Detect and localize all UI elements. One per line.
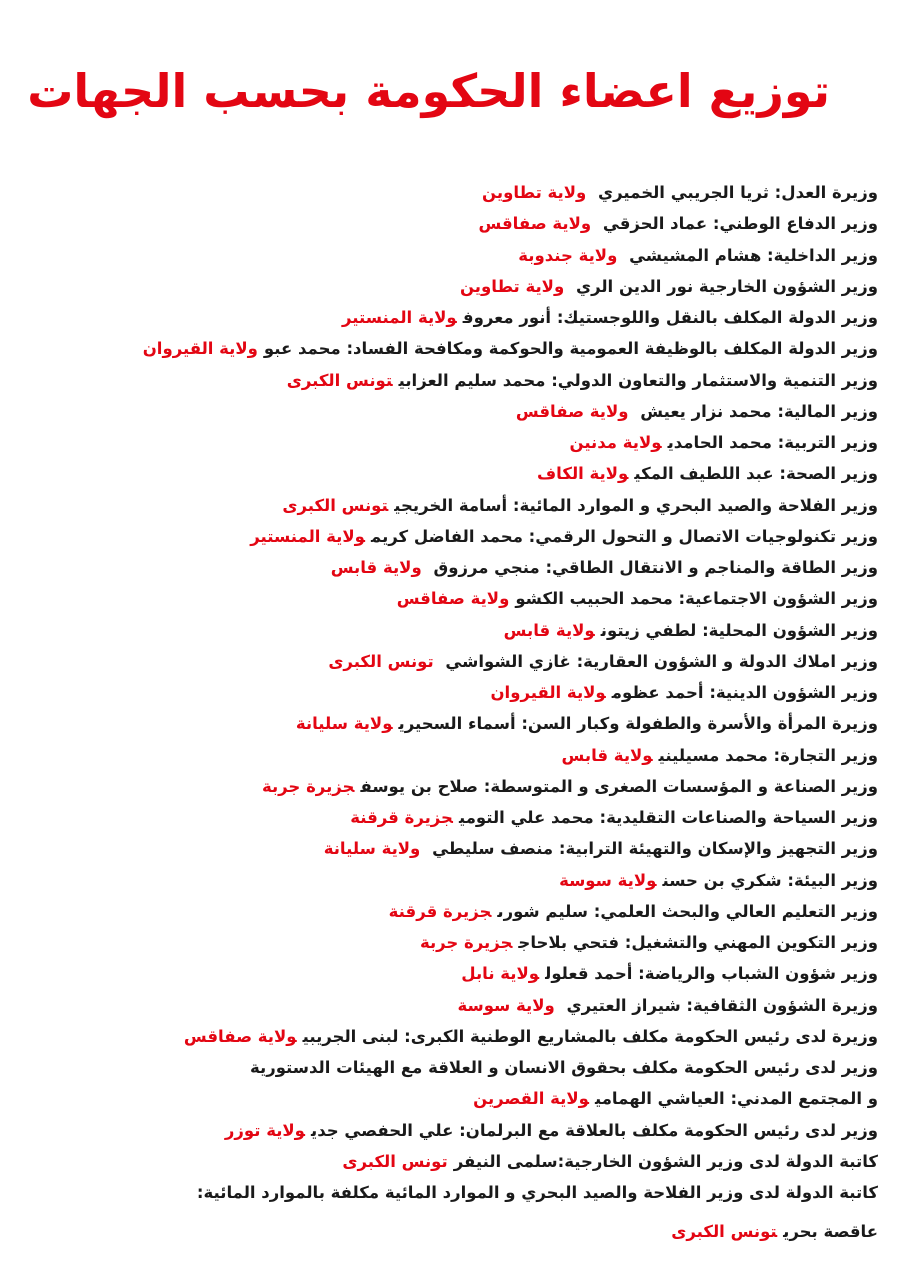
region-label: ولاية نابل	[461, 964, 540, 984]
minister-text: وزير التعليم العالي والبحث العلمي: سليم شورى	[497, 901, 878, 921]
region-label: ولاية صفاقس	[183, 1026, 297, 1046]
minister-text: وزير الشؤون الاجتماعية: محمد الحبيب الكشو	[515, 589, 878, 609]
minister-row	[18, 521, 878, 552]
region-label: تونس الكبرى	[342, 1151, 448, 1171]
region-label: ولاية تطاوين	[482, 183, 587, 202]
region-label: ولاية توزر	[224, 1120, 306, 1140]
minister-text: وزير التربية: محمد الحامدي	[667, 433, 878, 452]
minister-row	[18, 896, 878, 927]
minister-row	[18, 365, 878, 396]
minister-text: وزير الدولة المكلف بالوظيفة العمومية والحوكمة ومكافحة الفساد: محمد عبو	[263, 339, 878, 359]
minister-row	[18, 1083, 878, 1114]
region-label: ولاية قابس	[330, 558, 422, 577]
minister-text: وزيرة لدى رئيس الحكومة مكلف بالمشاريع الوطنية الكبرى: لبنى الجريبي	[302, 1026, 878, 1046]
minister-row	[18, 458, 878, 489]
region-label: ولاية الكاف	[536, 464, 629, 484]
minister-row	[18, 865, 878, 896]
minister-row	[18, 833, 878, 864]
region-label: ولاية سوسة	[457, 995, 555, 1015]
minister-text: كاتبة الدولة لدى وزير الشؤون الخارجية:سلمى النيفر	[453, 1151, 878, 1171]
minister-text: وزير شؤون الشباب والرياضة: أحمد قعلول	[545, 964, 878, 984]
minister-text: وزير الصناعة و المؤسسات الصغرى و المتوسطة: صلاح بن يوسف	[360, 776, 878, 796]
minister-text: وزير الشؤون الدينية: أحمد عظوم	[611, 683, 878, 702]
region-label: جزيرة جربة	[419, 933, 513, 952]
minister-row	[18, 552, 878, 583]
minister-text: وزير التنمية والاستثمار والتعاون الدولي: محمد سليم العزابي	[398, 370, 878, 390]
minister-text: وزير الصحة: عبد اللطيف المكي	[634, 464, 878, 484]
minister-text: وزير المالية: محمد نزار يعيش	[634, 401, 878, 421]
minister-row	[18, 740, 878, 771]
minister-text: وزير الطاقة والمناجم و الانتقال الطاقي: منجي مرزوق	[427, 558, 878, 577]
region-label: ولاية سليانة	[323, 839, 421, 859]
minister-text: وزير التجارة: محمد مسيليني	[658, 745, 878, 765]
minister-row	[18, 583, 878, 614]
minister-row	[18, 240, 878, 271]
minister-row	[18, 427, 878, 458]
region-label: تونس الكبرى	[328, 651, 434, 671]
minister-row	[18, 771, 878, 802]
minister-text: وزير الفلاحة والصيد البحري و الموارد المائية: أسامة الخريجي	[394, 495, 878, 515]
minister-text: وزير الدفاع الوطني: عماد الحزقي	[597, 214, 878, 234]
minister-row	[18, 1216, 878, 1247]
minister-text: وزير لدى رئيس الحكومة مكلف بحقوق الانسان و العلاقة مع الهيئات الدستورية	[250, 1058, 878, 1077]
minister-text: و المجتمع المدني: العياشي الهمامي	[594, 1089, 878, 1109]
region-label: ولاية قابس	[561, 745, 653, 765]
minister-text: وزير السياحة والصناعات التقليدية: محمد علي التومي	[458, 808, 878, 827]
minister-row	[18, 396, 878, 427]
minister-text: وزير البيئة: شكري بن حسن	[662, 870, 878, 890]
minister-row	[18, 677, 878, 708]
minister-row	[18, 1177, 878, 1208]
region-label: تونس الكبرى	[282, 495, 389, 515]
region-label: جزيرة قرقنة	[388, 901, 492, 921]
minister-row	[18, 1021, 878, 1052]
minister-text: وزير التجهيز والإسكان والتهيئة الترابية: منصف سليطي	[426, 839, 878, 859]
region-label: ولاية تطاوين	[459, 276, 565, 296]
minister-row	[18, 802, 878, 833]
minister-row	[18, 208, 878, 239]
region-label: ولاية صفاقس	[396, 589, 510, 609]
minister-text: وزيرة المرأة والأسرة والطفولة وكبار السن: أسماء السحيري	[398, 714, 878, 734]
minister-text: وزير الدولة المكلف بالنقل واللوجستيك: أنور معروف	[462, 308, 878, 327]
region-label: ولاية مدنين	[569, 433, 662, 452]
minister-text: وزير املاك الدولة و الشؤون العقارية: غازي الشواشي	[439, 651, 878, 671]
minister-row	[18, 333, 878, 364]
region-label: ولاية صفاقس	[515, 401, 629, 421]
minister-text: وزير لدى رئيس الحكومة مكلف بالعلاقة مع البرلمان: علي الحفصي جدي	[311, 1120, 878, 1140]
region-label: ولاية سوسة	[559, 870, 657, 890]
minister-text: وزير الشؤون المحلية: لطفي زيتون	[600, 620, 878, 640]
minister-text: وزير تكنولوجيات الاتصال و التحول الرقمي: محمد الفاضل كريم	[371, 526, 878, 546]
region-label: ولاية المنستير	[342, 308, 457, 327]
page-title: توزيع اعضاء الحكومة بحسب الجهات	[27, 64, 830, 118]
region-label: ولاية سليانة	[295, 714, 393, 734]
region-label: ولاية صفاقس	[478, 214, 592, 234]
minister-row	[18, 302, 878, 333]
region-label: تونس الكبرى	[286, 370, 393, 390]
minister-text: وزيرة العدل: ثريا الجريبي الخميري	[592, 183, 878, 202]
minister-row	[18, 646, 878, 677]
minister-text: وزيرة الشؤون الثقافية: شيراز العتيري	[560, 995, 878, 1015]
minister-text: وزير الداخلية: هشام المشيشي	[623, 245, 878, 265]
region-label: ولاية قابس	[503, 620, 595, 640]
ministers-list	[18, 177, 878, 1248]
minister-row	[18, 1052, 878, 1083]
region-label: جزيرة قرقنة	[350, 808, 453, 827]
region-label: ولاية المنستير	[250, 526, 366, 546]
region-label: ولاية جندوبة	[518, 245, 618, 265]
minister-row	[18, 177, 878, 208]
minister-row	[18, 708, 878, 739]
minister-row	[18, 490, 878, 521]
region-label: ولاية القصرين	[473, 1089, 589, 1109]
region-label: جزيرة جربة	[261, 776, 355, 796]
minister-row	[18, 1146, 878, 1177]
minister-row	[18, 1115, 878, 1146]
minister-row	[18, 927, 878, 958]
minister-row	[18, 958, 878, 989]
minister-row	[18, 271, 878, 302]
region-label: ولاية القيروان	[142, 339, 258, 359]
minister-text: كاتبة الدولة لدى وزير الفلاحة والصيد البحري و الموارد المائية مكلفة بالموارد المائية:	[196, 1183, 878, 1202]
region-label: ولاية القيروان	[490, 683, 606, 702]
minister-row	[18, 990, 878, 1021]
minister-text: عاقصة بحري	[783, 1222, 878, 1242]
minister-row	[18, 615, 878, 646]
region-label: تونس الكبرى	[671, 1222, 778, 1242]
minister-text: وزير التكوين المهني والتشغيل: فتحي بلاحاج	[518, 933, 878, 952]
minister-text: وزير الشؤون الخارجية نور الدين الري	[570, 276, 878, 296]
